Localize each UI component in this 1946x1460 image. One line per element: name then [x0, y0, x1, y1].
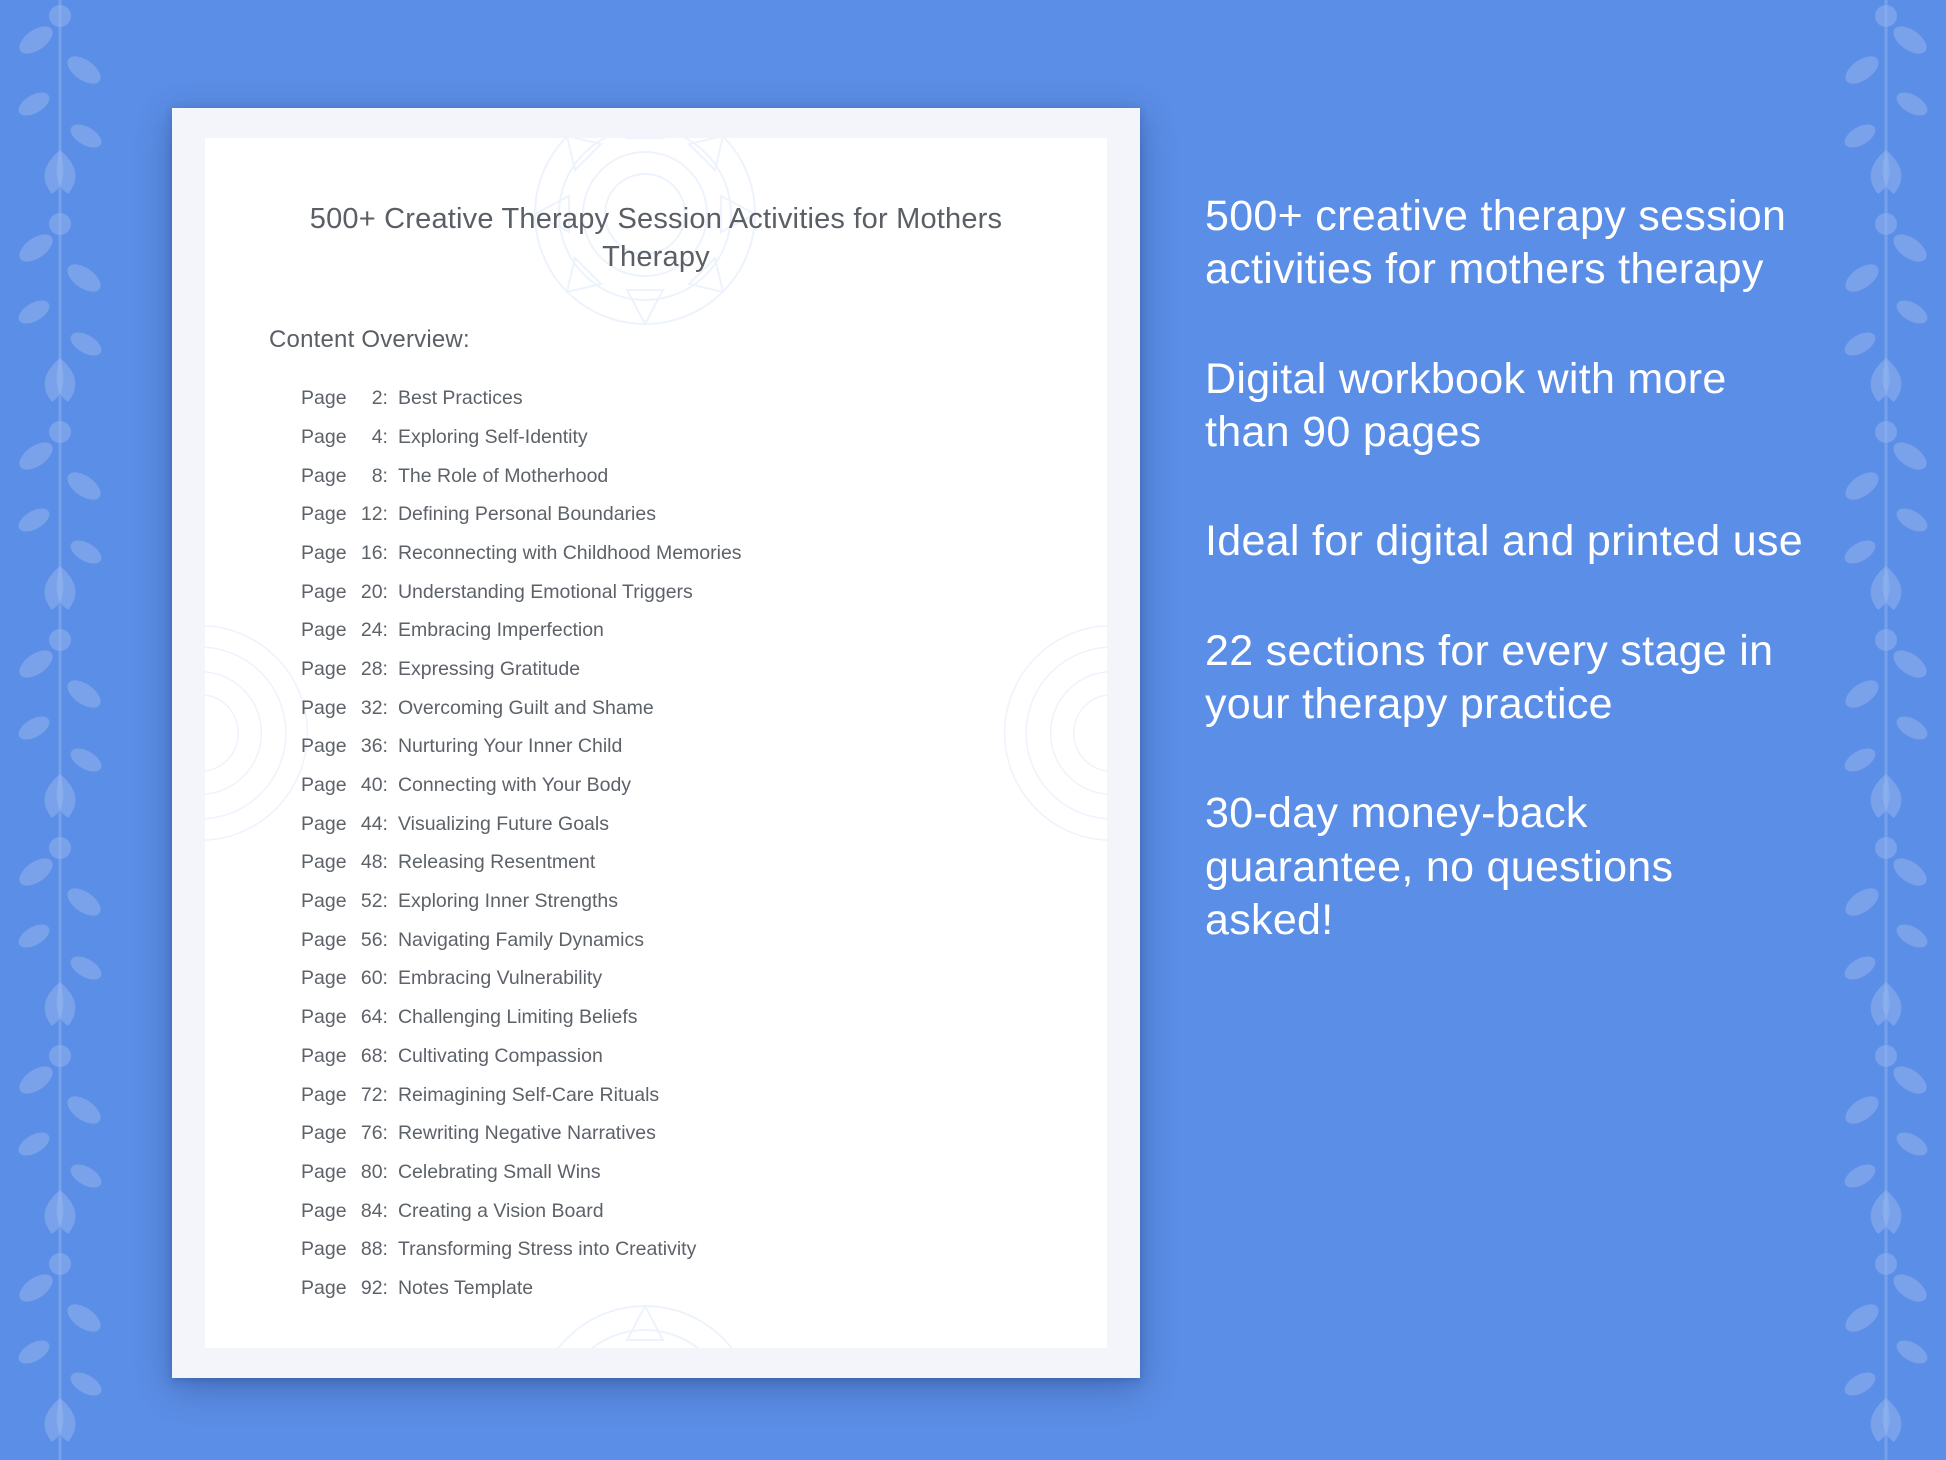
toc-page-number: 72 — [360, 1083, 383, 1106]
toc-page-word: Page — [301, 1122, 347, 1145]
document-page — [205, 138, 1107, 1348]
marketing-bullet: Digital workbook with more than 90 pages — [1205, 354, 1727, 456]
marketing-bullet: 500+ creative therapy session activities for mothers therapy — [1205, 192, 1787, 294]
toc-entry-title: Embracing Imperfection — [397, 619, 604, 642]
toc-page-number: 16 — [360, 541, 383, 564]
toc-page-number: 84 — [360, 1199, 383, 1222]
toc-page-word: Page — [301, 425, 347, 448]
toc-page-number: 8 — [371, 464, 383, 487]
toc-page-number: 64 — [360, 1006, 383, 1029]
toc-page-word: Page — [301, 890, 347, 913]
toc-entry[interactable] — [301, 1231, 1107, 1270]
toc-separator: : — [382, 503, 388, 526]
toc-page-number: 52 — [360, 890, 383, 913]
toc-entry[interactable] — [301, 457, 1107, 496]
toc-separator: : — [382, 1160, 388, 1183]
floral-border-left — [0, 0, 120, 1460]
toc-page-word: Page — [301, 1199, 347, 1222]
toc-separator: : — [382, 1083, 388, 1106]
toc-entry-title: Navigating Family Dynamics — [397, 928, 644, 951]
toc-separator: : — [382, 851, 388, 874]
toc-entry-title: Challenging Limiting Beliefs — [397, 1006, 638, 1029]
toc-entry[interactable] — [301, 1037, 1107, 1076]
toc-entry-title: Celebrating Small Wins — [397, 1160, 601, 1183]
toc-entry[interactable] — [301, 805, 1107, 844]
toc-entry-title: Overcoming Guilt and Shame — [397, 696, 654, 719]
toc-page-number: 76 — [360, 1122, 383, 1145]
toc-entry-title: Exploring Inner Strengths — [397, 890, 619, 913]
toc-entry-title: Releasing Resentment — [397, 851, 596, 874]
toc-page-word: Page — [301, 774, 347, 796]
toc-entry-title: Reconnecting with Childhood Memories — [397, 541, 742, 564]
toc-page-word: Page — [301, 696, 347, 719]
toc-entry[interactable] — [301, 766, 1107, 805]
toc-entry[interactable] — [301, 921, 1107, 960]
toc-page-word: Page — [301, 928, 347, 951]
toc-separator: : — [382, 464, 388, 487]
toc-page-word: Page — [301, 1160, 347, 1183]
toc-entry-title: Reimagining Self-Care Rituals — [397, 1083, 660, 1106]
toc-page-word: Page — [301, 1044, 347, 1067]
marketing-bullet: Ideal for digital and printed use — [1205, 517, 1803, 566]
toc-separator: : — [382, 580, 388, 603]
toc-entry-title: Embracing Vulnerability — [397, 967, 603, 990]
mandala-ornament-icon — [205, 618, 315, 848]
toc-page-word: Page — [301, 851, 347, 874]
toc-separator: : — [382, 967, 388, 990]
toc-page-number: 68 — [360, 1044, 383, 1067]
toc-page-word: Page — [301, 812, 347, 835]
toc-page-word: Page — [301, 541, 347, 564]
toc-separator: : — [382, 1122, 388, 1145]
toc-page-number: 32 — [360, 696, 383, 719]
document-preview[interactable] — [172, 108, 1140, 1378]
content-overview-label: Content Overview: — [269, 325, 470, 353]
table-of-contents — [301, 380, 1107, 1309]
toc-page-number: 92 — [360, 1276, 383, 1299]
toc-entry[interactable] — [301, 999, 1107, 1038]
toc-page-number: 24 — [360, 619, 383, 642]
toc-entry[interactable] — [301, 418, 1107, 457]
toc-entry-title: The Role of Motherhood — [397, 464, 609, 487]
toc-entry-title: Creating a Vision Board — [397, 1199, 604, 1222]
toc-entry-title: Visualizing Future Goals — [397, 812, 609, 835]
toc-separator: : — [382, 387, 388, 410]
toc-entry[interactable] — [301, 1115, 1107, 1154]
toc-entry[interactable] — [301, 650, 1107, 689]
toc-separator: : — [382, 890, 388, 913]
toc-page-word: Page — [301, 1006, 347, 1029]
toc-page-number: 88 — [360, 1238, 383, 1261]
toc-entry-title: Best Practices — [397, 387, 523, 410]
toc-entry-title: Defining Personal Boundaries — [397, 503, 656, 526]
toc-entry[interactable] — [301, 689, 1107, 728]
toc-page-word: Page — [301, 1083, 347, 1106]
toc-separator: : — [382, 1044, 388, 1067]
toc-page-word: Page — [301, 619, 347, 642]
toc-entry-title: Notes Template — [397, 1276, 534, 1299]
toc-entry-title: Connecting with Your Body — [397, 774, 632, 796]
toc-entry-title: Exploring Self-Identity — [397, 425, 588, 448]
toc-entry[interactable] — [301, 1192, 1107, 1231]
toc-page-word: Page — [301, 580, 347, 603]
toc-entry-title: Rewriting Negative Narratives — [397, 1122, 656, 1145]
toc-page-number: 4 — [371, 425, 383, 448]
toc-separator: : — [382, 928, 388, 951]
toc-entry-title: Understanding Emotional Triggers — [397, 580, 693, 603]
toc-entry-title: Transforming Stress into Creativity — [397, 1238, 697, 1261]
toc-entry-title: Expressing Gratitude — [397, 657, 581, 680]
toc-entry[interactable] — [301, 882, 1107, 921]
toc-page-word: Page — [301, 657, 347, 680]
toc-page-number: 60 — [360, 967, 383, 990]
toc-page-word: Page — [301, 1238, 347, 1261]
toc-separator: : — [382, 696, 388, 719]
toc-entry[interactable] — [301, 960, 1107, 999]
toc-entry[interactable] — [301, 380, 1107, 419]
toc-entry-title: Cultivating Compassion — [397, 1044, 603, 1067]
toc-page-number: 80 — [360, 1160, 383, 1183]
toc-separator: : — [382, 1199, 388, 1222]
toc-page-word: Page — [301, 503, 347, 526]
toc-separator: : — [382, 619, 388, 642]
toc-entry-title: Nurturing Your Inner Child — [397, 735, 623, 758]
toc-entry[interactable] — [301, 1269, 1107, 1308]
marketing-bullet: 30-day money-back guarantee, no questions asked! — [1205, 789, 1674, 944]
toc-page-word: Page — [301, 464, 347, 487]
toc-separator: : — [382, 541, 388, 564]
toc-entry[interactable] — [301, 534, 1107, 573]
toc-page-word: Page — [301, 1276, 347, 1299]
toc-entry[interactable] — [301, 728, 1107, 767]
toc-page-number: 48 — [360, 851, 383, 874]
toc-separator: : — [382, 1276, 388, 1299]
marketing-bullets — [1205, 190, 1805, 947]
toc-separator: : — [382, 735, 388, 758]
toc-entry[interactable] — [301, 612, 1107, 651]
toc-separator: : — [382, 774, 388, 796]
toc-separator: : — [382, 425, 388, 448]
toc-entry[interactable] — [301, 573, 1107, 612]
toc-page-word: Page — [301, 387, 347, 410]
toc-entry[interactable] — [301, 1076, 1107, 1115]
toc-separator: : — [382, 1238, 388, 1261]
toc-page-number: 36 — [360, 735, 383, 758]
toc-separator: : — [382, 812, 388, 835]
toc-entry[interactable] — [301, 1153, 1107, 1192]
toc-entry[interactable] — [301, 496, 1107, 535]
marketing-bullet: 22 sections for every stage in your therapy practice — [1205, 626, 1774, 728]
toc-separator: : — [382, 1006, 388, 1029]
toc-page-number: 20 — [360, 580, 383, 603]
toc-page-number: 28 — [360, 657, 383, 680]
toc-separator: : — [382, 657, 388, 680]
toc-entry[interactable] — [301, 844, 1107, 883]
toc-page-word: Page — [301, 735, 347, 758]
toc-page-word: Page — [301, 967, 347, 990]
toc-page-number: 12 — [360, 503, 383, 526]
toc-page-number: 44 — [360, 812, 383, 835]
floral-border-right — [1826, 0, 1946, 1460]
page-title: 500+ Creative Therapy Session Activities for Mothers Therapy — [309, 203, 1003, 274]
toc-page-number: 40 — [360, 774, 383, 796]
toc-page-number: 2 — [371, 387, 383, 410]
toc-page-number: 56 — [360, 928, 383, 951]
